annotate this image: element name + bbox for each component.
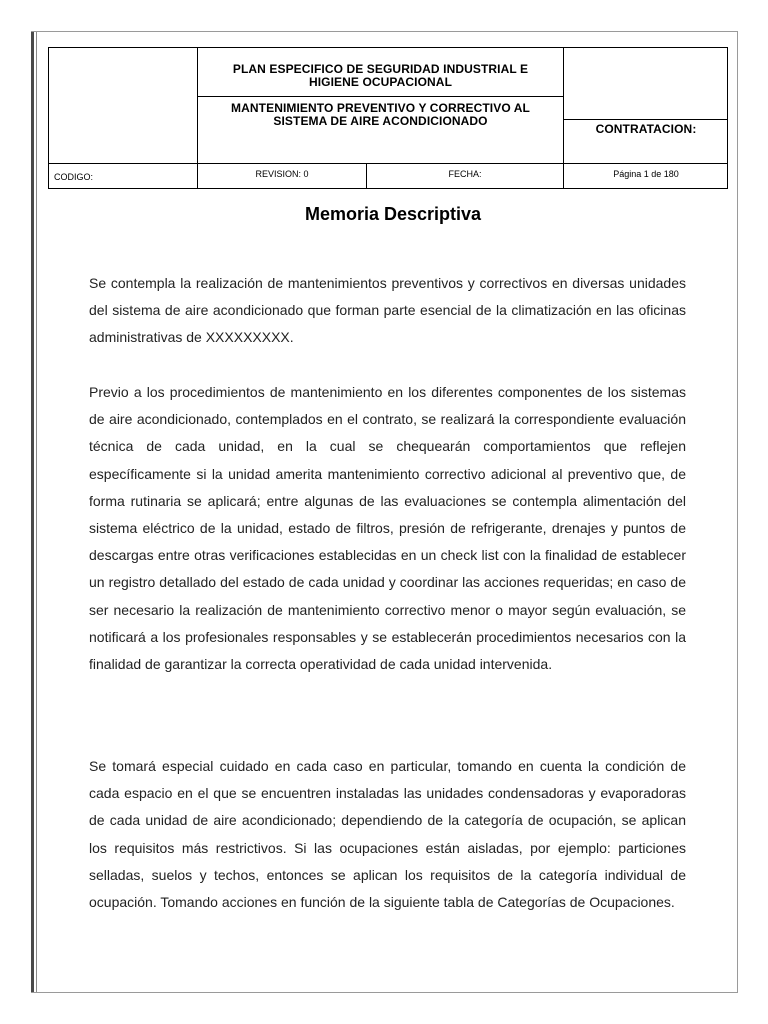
page-border-left-inner bbox=[36, 31, 37, 993]
page-border-right bbox=[737, 31, 738, 993]
page-border-bottom bbox=[31, 992, 738, 993]
header-border-right bbox=[727, 47, 728, 189]
header-divider-col3 bbox=[563, 47, 564, 189]
header-divider-middle bbox=[197, 96, 563, 97]
header-divider-bottom-row bbox=[48, 163, 728, 164]
plan-subtitle bbox=[198, 102, 563, 128]
plan-subtitle-line1: MANTENIMIENTO PREVENTIVO Y CORRECTIVO AL bbox=[231, 101, 530, 115]
plan-title-line2: HIGIENE OCUPACIONAL bbox=[308, 75, 453, 89]
contratacion-label: CONTRATACION: bbox=[595, 122, 697, 136]
page-border-left bbox=[31, 31, 34, 993]
header-divider-right bbox=[563, 119, 728, 120]
plan-title-line1: PLAN ESPECIFICO DE SEGURIDAD INDUSTRIAL E bbox=[232, 62, 529, 76]
document-title: Memoria Descriptiva bbox=[304, 204, 482, 224]
header-border-left bbox=[48, 47, 49, 189]
document-header-table bbox=[48, 47, 728, 189]
paragraph-3: Se tomará especial cuidado en cada caso en particular, tomando en cuenta la condición de cada espacio en el que se encuentren instaladas las unidades condensadoras y evaporadoras de cada unidad de aire acondicionado; dependiendo de la categoría de ocupación, se aplican los requisitos más restrictivos. Si las ocupaciones están aisladas, por ejemplo: particiones selladas, suelos y techos, entonces se aplican los requisitos de la categoría individual de ocupación. Tomando acciones en función de la siguiente tabla de Categorías de Ocupaciones. bbox=[89, 758, 686, 911]
page-border-top bbox=[31, 31, 738, 32]
fecha-label: FECHA: bbox=[448, 169, 482, 179]
plan-subtitle-line2: SISTEMA DE AIRE ACONDICIONADO bbox=[273, 114, 488, 128]
header-border-bottom bbox=[48, 188, 728, 189]
paragraph-1: Se contempla la realización de mantenimientos preventivos y correctivos en diversas unidades del sistema de aire acondicionado que forman parte esencial de la climatización en las oficinas administrativas de XXXXXXXXX. bbox=[89, 275, 686, 346]
paragraph-2: Previo a los procedimientos de mantenimiento en los diferentes componentes de los sistemas de aire acondicionado, contemplados en el contrato, se realizará la correspondiente evaluación técnica de cada unidad, en la cual se chequearán comportamientos que reflejen específicamente si la unidad amerita mantenimiento correctivo adicional al preventivo que, de forma rutinaria se aplicará; entre algunas de las evaluaciones se contempla alimentación del sistema eléctrico de la unidad, estado de filtros, presión de refrigerante, drenajes y puntos de descargas entre otras verificaciones establecidas en un check list con la finalidad de establecer un registro detallado del estado de cada unidad y coordinar las acciones requeridas; en caso de ser necesario la realización de mantenimiento correctivo menor o mayor según evaluación, se notificará a los profesionales responsables y se establecerán procedimientos necesarios con la finalidad de garantizar la correcta operatividad de cada unidad intervenida. bbox=[89, 384, 686, 673]
header-border-top bbox=[48, 47, 728, 48]
revision-label: REVISION: 0 bbox=[255, 169, 309, 179]
plan-title bbox=[198, 63, 563, 89]
codigo-label: CODIGO: bbox=[54, 172, 94, 182]
page-number-label: Página 1 de 180 bbox=[613, 169, 679, 179]
